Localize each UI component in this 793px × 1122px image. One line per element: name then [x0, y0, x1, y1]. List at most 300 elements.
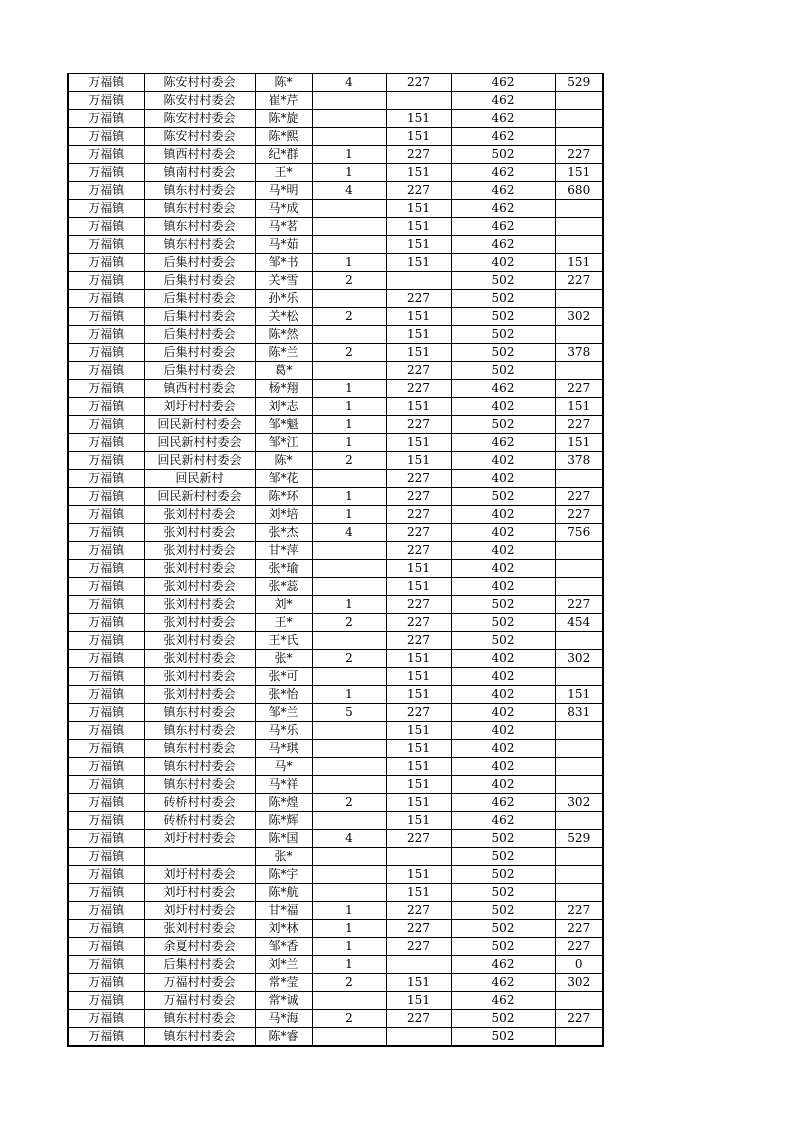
name-cell: 杨*翔	[255, 380, 312, 398]
value-b-cell: 502	[451, 326, 555, 344]
value-b-cell: 462	[451, 74, 555, 92]
village-cell: 后集村村委会	[144, 362, 255, 380]
name-cell: 邹*江	[255, 434, 312, 452]
village-cell: 陈安村村委会	[144, 128, 255, 146]
name-cell: 陈*环	[255, 488, 312, 506]
value-b-cell: 462	[451, 794, 555, 812]
count-cell: 1	[312, 164, 386, 182]
value-a-cell: 151	[386, 884, 451, 902]
count-cell: 1	[312, 398, 386, 416]
count-cell: 1	[312, 920, 386, 938]
count-cell	[312, 884, 386, 902]
total-cell: 151	[555, 254, 603, 272]
value-b-cell: 402	[451, 470, 555, 488]
value-b-cell: 402	[451, 722, 555, 740]
name-cell: 陈*	[255, 74, 312, 92]
table-row	[68, 938, 603, 956]
table-row	[68, 488, 603, 506]
data-table	[67, 73, 604, 1047]
total-cell: 227	[555, 272, 603, 290]
village-cell: 张刘村村委会	[144, 506, 255, 524]
town-cell: 万福镇	[68, 650, 144, 668]
town-cell: 万福镇	[68, 434, 144, 452]
table-row	[68, 470, 603, 488]
value-b-cell: 502	[451, 416, 555, 434]
village-cell: 张刘村村委会	[144, 650, 255, 668]
town-cell: 万福镇	[68, 290, 144, 308]
total-cell	[555, 866, 603, 884]
town-cell: 万福镇	[68, 920, 144, 938]
name-cell: 邹*书	[255, 254, 312, 272]
value-a-cell: 227	[386, 506, 451, 524]
name-cell: 王*	[255, 614, 312, 632]
value-a-cell: 151	[386, 758, 451, 776]
name-cell: 陈*煌	[255, 794, 312, 812]
value-a-cell	[386, 956, 451, 974]
village-cell: 镇南村村委会	[144, 164, 255, 182]
village-cell: 镇东村村委会	[144, 758, 255, 776]
total-cell	[555, 470, 603, 488]
town-cell: 万福镇	[68, 200, 144, 218]
value-b-cell: 462	[451, 434, 555, 452]
value-b-cell: 462	[451, 128, 555, 146]
total-cell	[555, 668, 603, 686]
name-cell: 甘*福	[255, 902, 312, 920]
value-a-cell: 151	[386, 560, 451, 578]
town-cell: 万福镇	[68, 902, 144, 920]
count-cell: 2	[312, 1010, 386, 1028]
count-cell	[312, 776, 386, 794]
value-a-cell: 227	[386, 74, 451, 92]
table-row	[68, 272, 603, 290]
count-cell	[312, 740, 386, 758]
count-cell	[312, 1028, 386, 1047]
value-a-cell: 227	[386, 632, 451, 650]
town-cell: 万福镇	[68, 74, 144, 92]
town-cell: 万福镇	[68, 488, 144, 506]
name-cell: 邹*兰	[255, 704, 312, 722]
count-cell: 1	[312, 434, 386, 452]
count-cell	[312, 866, 386, 884]
total-cell: 151	[555, 398, 603, 416]
table-row	[68, 992, 603, 1010]
value-a-cell: 227	[386, 470, 451, 488]
count-cell: 1	[312, 596, 386, 614]
table-row	[68, 236, 603, 254]
total-cell: 227	[555, 380, 603, 398]
village-cell: 张刘村村委会	[144, 614, 255, 632]
name-cell: 刘*志	[255, 398, 312, 416]
town-cell: 万福镇	[68, 560, 144, 578]
total-cell: 756	[555, 524, 603, 542]
name-cell: 刘*培	[255, 506, 312, 524]
name-cell: 马*祥	[255, 776, 312, 794]
table-row	[68, 722, 603, 740]
table-row	[68, 686, 603, 704]
town-cell: 万福镇	[68, 974, 144, 992]
village-cell: 镇东村村委会	[144, 218, 255, 236]
town-cell: 万福镇	[68, 218, 144, 236]
table-row	[68, 182, 603, 200]
value-a-cell: 227	[386, 920, 451, 938]
value-b-cell: 402	[451, 578, 555, 596]
value-b-cell: 402	[451, 398, 555, 416]
town-cell: 万福镇	[68, 938, 144, 956]
town-cell: 万福镇	[68, 182, 144, 200]
name-cell: 刘*林	[255, 920, 312, 938]
table-row	[68, 848, 603, 866]
town-cell: 万福镇	[68, 416, 144, 434]
value-b-cell: 402	[451, 524, 555, 542]
table-row	[68, 884, 603, 902]
total-cell: 227	[555, 902, 603, 920]
table-row	[68, 830, 603, 848]
value-b-cell: 502	[451, 866, 555, 884]
spreadsheet-page	[67, 73, 604, 1047]
value-a-cell: 151	[386, 974, 451, 992]
town-cell: 万福镇	[68, 614, 144, 632]
village-cell: 后集村村委会	[144, 956, 255, 974]
town-cell: 万福镇	[68, 830, 144, 848]
total-cell: 227	[555, 1010, 603, 1028]
town-cell: 万福镇	[68, 866, 144, 884]
town-cell: 万福镇	[68, 776, 144, 794]
value-b-cell: 462	[451, 812, 555, 830]
count-cell: 2	[312, 308, 386, 326]
town-cell: 万福镇	[68, 146, 144, 164]
total-cell: 227	[555, 920, 603, 938]
count-cell: 4	[312, 524, 386, 542]
value-b-cell: 402	[451, 776, 555, 794]
total-cell	[555, 1028, 603, 1047]
value-a-cell: 227	[386, 542, 451, 560]
town-cell: 万福镇	[68, 236, 144, 254]
count-cell	[312, 848, 386, 866]
table-row	[68, 596, 603, 614]
town-cell: 万福镇	[68, 362, 144, 380]
count-cell	[312, 110, 386, 128]
value-a-cell: 227	[386, 938, 451, 956]
value-a-cell: 151	[386, 110, 451, 128]
count-cell	[312, 632, 386, 650]
town-cell: 万福镇	[68, 668, 144, 686]
table-row	[68, 452, 603, 470]
village-cell: 砖桥村村委会	[144, 812, 255, 830]
table-row	[68, 1028, 603, 1047]
total-cell: 151	[555, 686, 603, 704]
total-cell	[555, 812, 603, 830]
total-cell: 454	[555, 614, 603, 632]
name-cell: 常*诚	[255, 992, 312, 1010]
name-cell: 王*氏	[255, 632, 312, 650]
value-b-cell: 402	[451, 452, 555, 470]
table-row	[68, 344, 603, 362]
name-cell: 张*怡	[255, 686, 312, 704]
table-row	[68, 560, 603, 578]
value-b-cell: 402	[451, 740, 555, 758]
count-cell: 1	[312, 506, 386, 524]
total-cell	[555, 128, 603, 146]
value-b-cell: 502	[451, 920, 555, 938]
total-cell	[555, 722, 603, 740]
table-row	[68, 524, 603, 542]
value-a-cell: 151	[386, 200, 451, 218]
value-a-cell: 151	[386, 668, 451, 686]
total-cell: 227	[555, 488, 603, 506]
town-cell: 万福镇	[68, 956, 144, 974]
value-b-cell: 502	[451, 308, 555, 326]
value-b-cell: 502	[451, 902, 555, 920]
village-cell: 陈安村村委会	[144, 74, 255, 92]
value-b-cell: 462	[451, 956, 555, 974]
value-a-cell: 151	[386, 434, 451, 452]
name-cell: 王*	[255, 164, 312, 182]
name-cell: 邹*香	[255, 938, 312, 956]
village-cell: 张刘村村委会	[144, 686, 255, 704]
value-a-cell: 151	[386, 344, 451, 362]
table-row	[68, 812, 603, 830]
village-cell: 万福村村委会	[144, 992, 255, 1010]
total-cell: 227	[555, 938, 603, 956]
table-row	[68, 380, 603, 398]
table-row	[68, 956, 603, 974]
town-cell: 万福镇	[68, 632, 144, 650]
value-a-cell: 151	[386, 866, 451, 884]
total-cell: 529	[555, 74, 603, 92]
town-cell: 万福镇	[68, 272, 144, 290]
town-cell: 万福镇	[68, 722, 144, 740]
count-cell: 2	[312, 974, 386, 992]
value-b-cell: 502	[451, 344, 555, 362]
table-row	[68, 650, 603, 668]
table-row	[68, 866, 603, 884]
value-a-cell	[386, 1028, 451, 1047]
count-cell	[312, 812, 386, 830]
table-row	[68, 668, 603, 686]
count-cell	[312, 560, 386, 578]
count-cell	[312, 326, 386, 344]
total-cell	[555, 542, 603, 560]
table-row	[68, 758, 603, 776]
value-a-cell: 151	[386, 236, 451, 254]
value-b-cell: 462	[451, 92, 555, 110]
town-cell: 万福镇	[68, 578, 144, 596]
table-row	[68, 146, 603, 164]
value-a-cell: 151	[386, 812, 451, 830]
town-cell: 万福镇	[68, 524, 144, 542]
count-cell: 1	[312, 686, 386, 704]
town-cell: 万福镇	[68, 794, 144, 812]
table-row	[68, 542, 603, 560]
town-cell: 万福镇	[68, 704, 144, 722]
table-row	[68, 362, 603, 380]
village-cell: 回民新村村委会	[144, 416, 255, 434]
table-row	[68, 506, 603, 524]
name-cell: 刘*兰	[255, 956, 312, 974]
table-row	[68, 974, 603, 992]
total-cell: 378	[555, 452, 603, 470]
total-cell: 0	[555, 956, 603, 974]
count-cell: 1	[312, 956, 386, 974]
value-b-cell: 502	[451, 272, 555, 290]
value-b-cell: 502	[451, 938, 555, 956]
value-b-cell: 502	[451, 1010, 555, 1028]
name-cell: 孙*乐	[255, 290, 312, 308]
total-cell: 529	[555, 830, 603, 848]
count-cell	[312, 992, 386, 1010]
village-cell: 张刘村村委会	[144, 668, 255, 686]
village-cell: 刘圩村村委会	[144, 398, 255, 416]
total-cell	[555, 758, 603, 776]
name-cell: 张*	[255, 650, 312, 668]
town-cell: 万福镇	[68, 740, 144, 758]
value-b-cell: 502	[451, 362, 555, 380]
value-a-cell: 227	[386, 704, 451, 722]
value-b-cell: 462	[451, 992, 555, 1010]
village-cell: 镇东村村委会	[144, 722, 255, 740]
name-cell: 马*乐	[255, 722, 312, 740]
total-cell	[555, 110, 603, 128]
value-a-cell	[386, 848, 451, 866]
count-cell: 2	[312, 650, 386, 668]
value-b-cell: 402	[451, 506, 555, 524]
value-a-cell: 227	[386, 524, 451, 542]
town-cell: 万福镇	[68, 542, 144, 560]
name-cell: 陈*睿	[255, 1028, 312, 1047]
total-cell: 227	[555, 596, 603, 614]
name-cell: 张*	[255, 848, 312, 866]
value-a-cell: 151	[386, 794, 451, 812]
count-cell: 2	[312, 344, 386, 362]
total-cell	[555, 992, 603, 1010]
count-cell: 2	[312, 794, 386, 812]
table-row	[68, 128, 603, 146]
total-cell: 302	[555, 974, 603, 992]
name-cell: 关*松	[255, 308, 312, 326]
town-cell: 万福镇	[68, 884, 144, 902]
table-row	[68, 704, 603, 722]
value-b-cell: 502	[451, 830, 555, 848]
name-cell: 关*雪	[255, 272, 312, 290]
table-row	[68, 218, 603, 236]
village-cell: 张刘村村委会	[144, 596, 255, 614]
table-row	[68, 434, 603, 452]
value-b-cell: 402	[451, 542, 555, 560]
name-cell: 邹*魁	[255, 416, 312, 434]
village-cell: 镇东村村委会	[144, 1028, 255, 1047]
value-b-cell: 462	[451, 110, 555, 128]
count-cell: 4	[312, 182, 386, 200]
count-cell	[312, 470, 386, 488]
table-row	[68, 398, 603, 416]
town-cell: 万福镇	[68, 1010, 144, 1028]
value-b-cell: 402	[451, 758, 555, 776]
value-b-cell: 462	[451, 200, 555, 218]
value-b-cell: 502	[451, 596, 555, 614]
village-cell: 后集村村委会	[144, 308, 255, 326]
value-a-cell: 151	[386, 326, 451, 344]
village-cell: 后集村村委会	[144, 290, 255, 308]
village-cell: 后集村村委会	[144, 254, 255, 272]
table-row	[68, 578, 603, 596]
table-row	[68, 290, 603, 308]
village-cell: 余夏村村委会	[144, 938, 255, 956]
name-cell: 陈*国	[255, 830, 312, 848]
count-cell	[312, 236, 386, 254]
value-b-cell: 502	[451, 488, 555, 506]
count-cell: 1	[312, 380, 386, 398]
table-row	[68, 308, 603, 326]
town-cell: 万福镇	[68, 344, 144, 362]
count-cell	[312, 362, 386, 380]
value-b-cell: 402	[451, 686, 555, 704]
table-row	[68, 614, 603, 632]
village-cell: 刘圩村村委会	[144, 884, 255, 902]
village-cell: 后集村村委会	[144, 326, 255, 344]
total-cell	[555, 290, 603, 308]
town-cell: 万福镇	[68, 848, 144, 866]
value-a-cell: 227	[386, 614, 451, 632]
name-cell: 马*明	[255, 182, 312, 200]
value-a-cell: 227	[386, 182, 451, 200]
name-cell: 张*瑜	[255, 560, 312, 578]
count-cell	[312, 758, 386, 776]
value-a-cell: 151	[386, 650, 451, 668]
value-b-cell: 462	[451, 182, 555, 200]
name-cell: 崔*芹	[255, 92, 312, 110]
town-cell: 万福镇	[68, 470, 144, 488]
count-cell: 1	[312, 146, 386, 164]
value-a-cell: 227	[386, 362, 451, 380]
value-a-cell: 227	[386, 488, 451, 506]
table-row	[68, 164, 603, 182]
name-cell: 陈*然	[255, 326, 312, 344]
name-cell: 张*蕊	[255, 578, 312, 596]
village-cell: 后集村村委会	[144, 272, 255, 290]
town-cell: 万福镇	[68, 110, 144, 128]
name-cell: 陈*旋	[255, 110, 312, 128]
town-cell: 万福镇	[68, 452, 144, 470]
value-b-cell: 502	[451, 146, 555, 164]
value-b-cell: 402	[451, 254, 555, 272]
value-a-cell	[386, 272, 451, 290]
name-cell: 陈*航	[255, 884, 312, 902]
total-cell	[555, 326, 603, 344]
count-cell: 1	[312, 416, 386, 434]
town-cell: 万福镇	[68, 506, 144, 524]
village-cell: 陈安村村委会	[144, 110, 255, 128]
value-b-cell: 402	[451, 668, 555, 686]
value-b-cell: 462	[451, 164, 555, 182]
count-cell: 1	[312, 902, 386, 920]
count-cell	[312, 578, 386, 596]
value-a-cell: 151	[386, 452, 451, 470]
value-b-cell: 502	[451, 848, 555, 866]
village-cell: 张刘村村委会	[144, 542, 255, 560]
town-cell: 万福镇	[68, 596, 144, 614]
total-cell	[555, 236, 603, 254]
table-row	[68, 740, 603, 758]
town-cell: 万福镇	[68, 686, 144, 704]
town-cell: 万福镇	[68, 92, 144, 110]
value-b-cell: 502	[451, 884, 555, 902]
value-a-cell: 151	[386, 722, 451, 740]
count-cell: 1	[312, 488, 386, 506]
value-a-cell: 227	[386, 830, 451, 848]
name-cell: 马*	[255, 758, 312, 776]
table-row	[68, 92, 603, 110]
village-cell: 回民新村村委会	[144, 452, 255, 470]
